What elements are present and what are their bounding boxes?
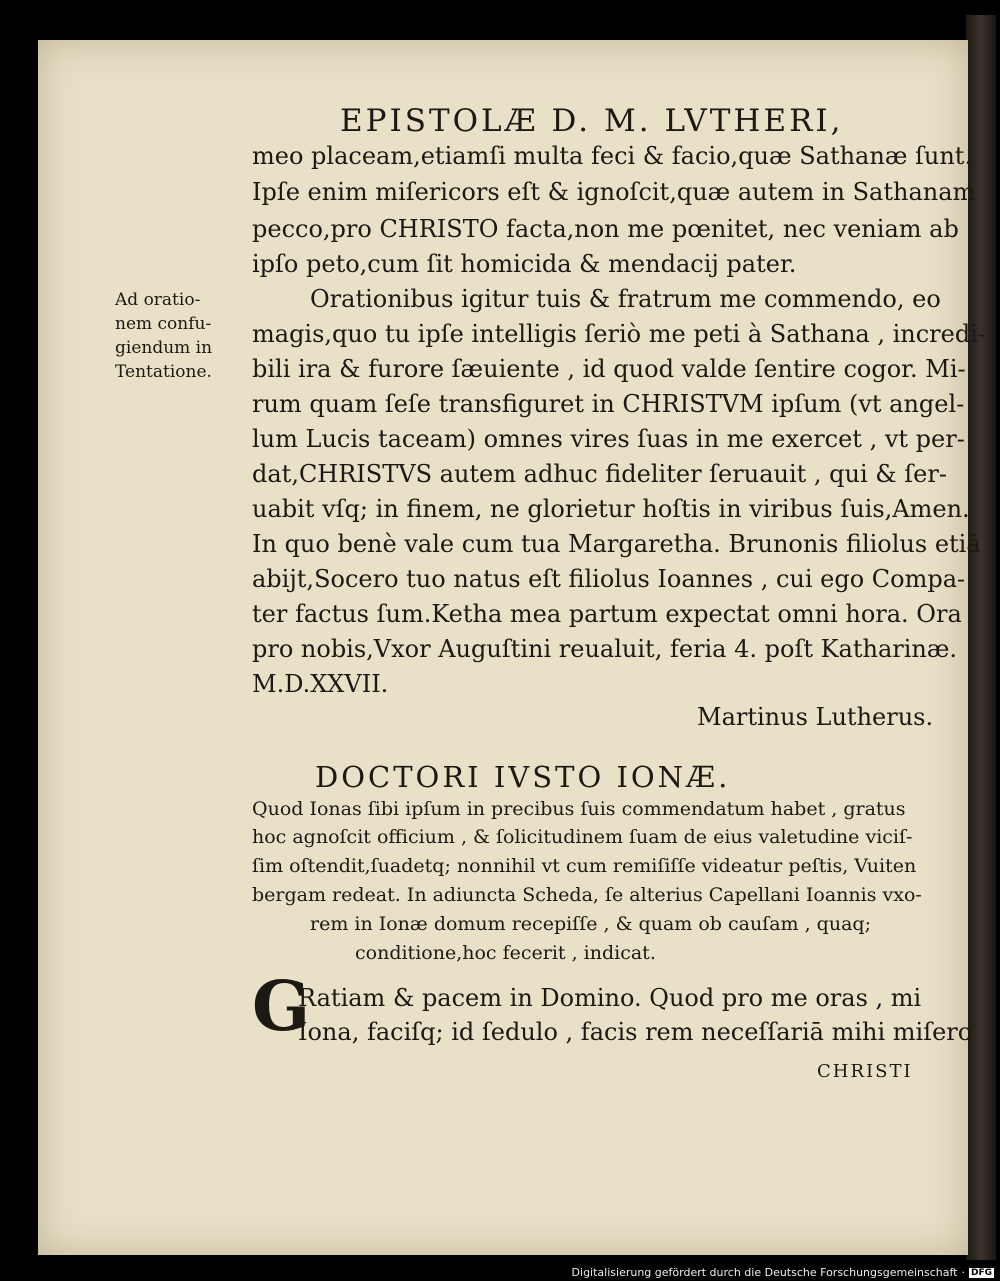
summary-line: hoc agnoſcit officium , & ſolicitudinem ſuam de eius valetudine viciſ-	[252, 826, 913, 848]
summary-line: ſim oſtendit,ſuadetq; nonnihil vt cum remiſiſſe videatur peſtis, Vuiten	[252, 855, 917, 877]
body-line: ter factus ſum.Ketha mea partum expectat omni hora. Ora	[252, 600, 962, 628]
summary-line: bergam redeat. In adiuncta Scheda, ſe alterius Capellani Ioannis vxo-	[252, 884, 922, 906]
margin-note	[115, 288, 250, 384]
opening-line: Ratiam & pacem in Domino. Quod pro me oras , mi	[298, 984, 922, 1012]
body-line: pro nobis,Vxor Auguſtini reualuit, feria 4. poſt Katharinæ.	[252, 635, 958, 663]
body-line: abijt,Socero tuo natus eſt filiolus Ioannes , cui ego Compa-	[252, 565, 966, 593]
body-line: pecco,pro CHRISTO facta,non me pœnitet, nec veniam ab	[252, 215, 959, 243]
body-line: bili ira & furore ſæuiente , id quod valde ſentire cogor. Mi-	[252, 355, 966, 383]
body-line: M.D.XXVII.	[252, 670, 389, 698]
body-line: rum quam ſeſe transfiguret in CHRISTVM ipſum (vt angel-	[252, 390, 965, 418]
margin-note-line: giendum in	[115, 338, 213, 358]
body-line: Orationibus igitur tuis & fratrum me commendo, eo	[310, 285, 941, 313]
body-line: ipſo peto,cum ſit homicida & mendacij pater.	[252, 250, 797, 278]
body-line: meo placeam,etiamſi multa feci & facio,quæ Sathanæ ſunt.	[252, 142, 973, 170]
body-line: In quo benè vale cum tua Margaretha. Brunonis filiolus etiā	[252, 530, 981, 558]
dfg-logo: DFG	[970, 1267, 992, 1278]
body-line: magis,quo tu ipſe intelligis ſeriò me peti à Sathana , incredi-	[252, 320, 986, 348]
letter-heading: DOCTORI IVSTO IONÆ.	[315, 760, 731, 794]
footer-text: Digitalisierung gefördert durch die Deutsche Forschungsgemeinschaft	[571, 1266, 958, 1279]
body-line: dat,CHRISTVS autem adhuc fideliter ſeruauit , qui & ſer-	[252, 460, 947, 488]
summary-line: conditione,hoc fecerit , indicat.	[355, 942, 656, 964]
margin-note-line: Ad oratio-	[115, 290, 201, 310]
body-line: uabit vſq; in finem, ne glorietur hoſtis in viribus ſuis,Amen.	[252, 495, 970, 523]
footer-separator: ·	[961, 1266, 965, 1279]
running-head: EPISTOLÆ D. M. LVTHERI,	[340, 103, 844, 139]
footer-credit	[572, 1266, 994, 1279]
summary-line: rem in Ionæ domum recepiſſe , & quam ob cauſam , quaq;	[310, 913, 871, 935]
margin-note-line: nem confu-	[115, 314, 212, 334]
margin-note-line: Tentatione.	[115, 362, 212, 382]
opening-line: Iona, faciſq; id ſedulo , facis rem neceſſariā mihi miſero	[298, 1018, 973, 1046]
signature: Martinus Lutherus.	[697, 703, 934, 731]
catchword: CHRISTI	[817, 1061, 913, 1082]
drop-cap: G	[252, 967, 311, 1047]
summary-line: Quod Ionas ſibi ipſum in precibus ſuis commendatum habet , gratus	[252, 798, 906, 820]
body-line: Ipſe enim miſericors eſt & ignoſcit,quæ autem in Sathanam	[252, 178, 976, 206]
body-line: lum Lucis taceam) omnes vires ſuas in me exercet , vt per-	[252, 425, 965, 453]
